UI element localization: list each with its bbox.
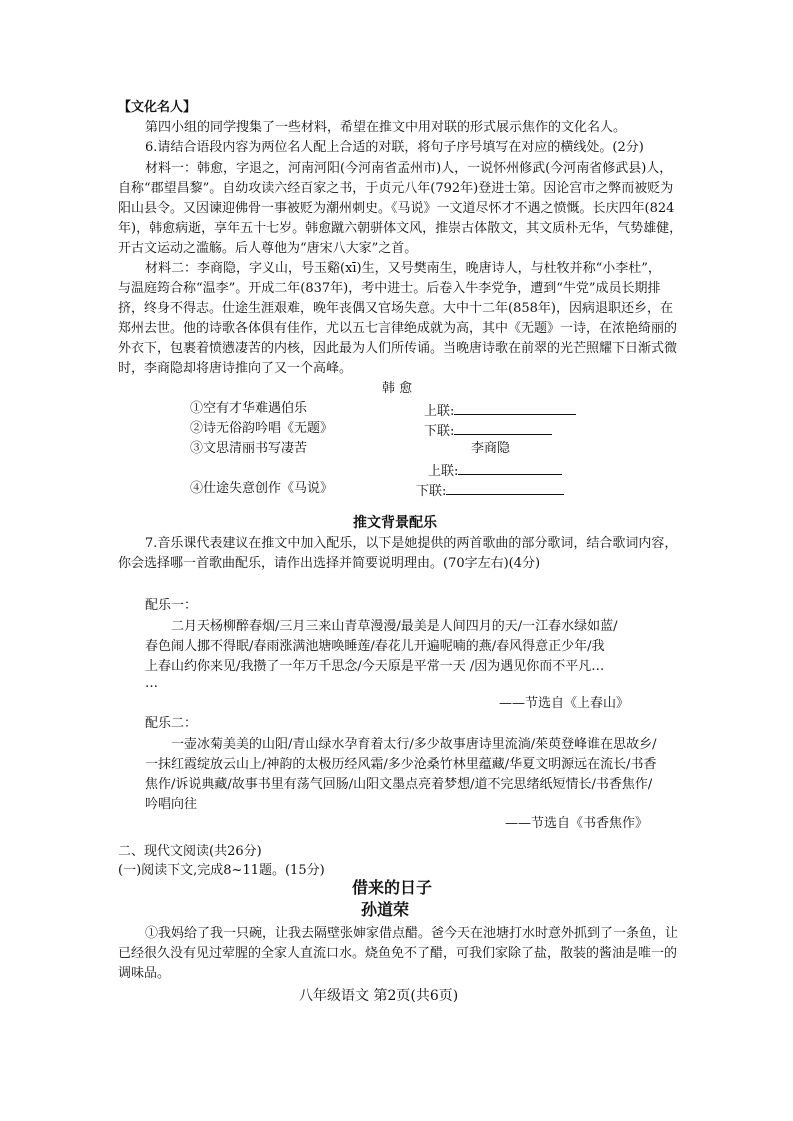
shanglian-label: 上联: [428,464,459,479]
song1-lyric-line: … [145,676,158,691]
song2-lyric-line: 吟唱向往 [145,797,198,812]
shanglian-label: 上联: [424,404,455,419]
lishangyin-shanglian [428,461,562,480]
reading-instruction: (一)阅读下文,完成8~11题。(15分) [118,863,325,878]
material1-line: 材料一：韩愈，字退之，河南河阳(今河南省孟州市)人，一说怀州修武(今河南省修武县)人， [145,161,673,176]
culture-intro: 第四小组的同学搜集了一些材料，希望在推文中用对联的形式展示焦作的文化名人。 [145,120,627,135]
article-paragraph-line: 已经很久没有见过荤腥的全家人直流口水。烧鱼免不了醋，可我们家除了盐，散装的酱油是唯一的 [118,946,678,961]
material2-line: 时，李商隐却将唐诗推向了又一个高峰。 [118,361,353,376]
question-6: 6.请结合语段内容为两位名人配上合适的对联，将句子序号填写在对应的横线处。(2分) [145,140,644,155]
couplet-name-lishangyin: 李商隐 [471,441,511,456]
song1-source: ——节选自《上春山》 [499,696,630,711]
article-title: 借来的日子 [352,878,433,897]
section-heading-culture: 【文化名人】 [118,100,197,115]
question-7: 你会选择哪一首歌曲配乐，请作出选择并简要说明理由。(70字左右)(4分) [118,556,541,571]
article-paragraph-line: 调味品。 [118,966,171,981]
material1-line: 自称“郡望昌黎”。自幼攻读六经百家之书，于贞元八年(792年)登进士第。因论宫市之弊而被贬为 [118,181,674,196]
lishangyin-xialian [416,481,564,500]
material1-line: 年)，韩愈病逝，享年五十七岁。韩愈蹴六朝骈体文风，推崇古体散文，其文质朴无华，气势雄健， [118,221,683,236]
article-paragraph-line: ①我妈给了我一只碗，让我去隔壁张婶家借点醋。爸今天在池塘打水时意外抓到了一条鱼，让 [145,926,679,941]
song1-lyric-line: 上春山约你来见/我攒了一年万千思念/今天原是平常一天 /因为遇见你而不平凡… [145,659,605,674]
section-heading-music: 推文背景配乐 [353,515,437,531]
question-7: 7.音乐课代表建议在推文中加入配乐，以下是她提供的两首歌曲的部分歌词，结合歌词内容， [145,536,678,551]
material2-line: 材料二：李商隐，字义山，号玉谿(xī)生，又号樊南生，晚唐诗人，与杜牧并称“小李杜”， [145,261,661,276]
hanyu-shanglian [424,401,576,420]
xialian-label: 下联: [416,484,447,499]
material2-line: 郑州去世。他的诗歌各体俱有佳作，尤以五七言律绝成就为高，其中《无题》一诗，在浓艳绮丽的 [118,321,678,336]
option-2: ②诗无俗韵吟唱《无题》 [190,421,334,436]
hanyu-xialian-blank[interactable] [454,421,552,435]
section-heading-reading: 二、现代文阅读(共26分) [118,844,262,859]
song2-lyric-line: 一抹红霞绽放云山上/神韵的太极历经风霜/多少沧桑竹林里蕴藏/华夏文明源远在流长/书香 [145,757,657,772]
material1-line: 阳山县令。又因谏迎佛骨一事被贬为潮州刺史。《马说》一文道尽怀才不遇之愤慨。长庆四年(824 [118,201,675,216]
xialian-label: 下联: [424,424,455,439]
song2-label: 配乐二： [145,716,198,731]
song2-lyric-line: 焦作/诉说典藏/故事书里有荡气回肠/山阳文墨点亮着梦想/道不完思绪纸短情长/书香焦作/ [145,777,653,792]
option-1: ①空有才华难遇伯乐 [190,401,308,416]
material2-line: 外衣下，包裹着愤懑凄苦的内核，因此最为人们所传诵。当晚唐诗歌在前翠的光芒照耀下日渐式微 [118,341,678,356]
song2-lyric-line: 一壶冰菊美美的山阳/青山绿水孕育着太行/多少故事唐诗里流淌/茱萸登峰谁在思故乡/ [171,737,657,752]
hanyu-xialian [424,421,552,440]
song2-source: ——节选自《书香焦作》 [505,816,649,831]
song1-lyric-line: 春色闹人挪不得眠/春雨涨满池塘唤睡莲/春花儿开遍呢喃的燕/春风得意正少年/我 [145,639,605,654]
material1-line: 开古文运动之滥觞。后人尊他为“唐宋八大家”之首。 [118,241,418,256]
song1-label: 配乐一： [145,598,198,613]
couplet-name-hanyu: 韩 愈 [382,381,413,396]
page-footer: 八年级语文 第2页(共6页) [299,988,459,1004]
lishangyin-shanglian-blank[interactable] [458,461,562,475]
material2-line: 与温庭筠合称“温李”。开成二年(837年)，考中进士。后卷入牛李党争，遭到“牛党”成员长期排 [118,281,661,296]
song1-lyric-line: 二月天杨柳醉春烟/三月三来山青草漫漫/最美是人间四月的天/一江春水绿如蓝/ [171,619,618,634]
lishangyin-xialian-blank[interactable] [446,481,564,495]
option-4: ④仕途失意创作《马说》 [190,481,334,496]
article-author: 孙道荣 [361,900,410,919]
material2-line: 挤，终身不得志。仕途生涯艰难，晚年丧偶又官场失意。大中十二年(858年)，因病退职还乡，在 [118,301,673,316]
option-3: ③文思清丽书写凄苦 [190,441,308,456]
hanyu-shanglian-blank[interactable] [454,401,576,415]
